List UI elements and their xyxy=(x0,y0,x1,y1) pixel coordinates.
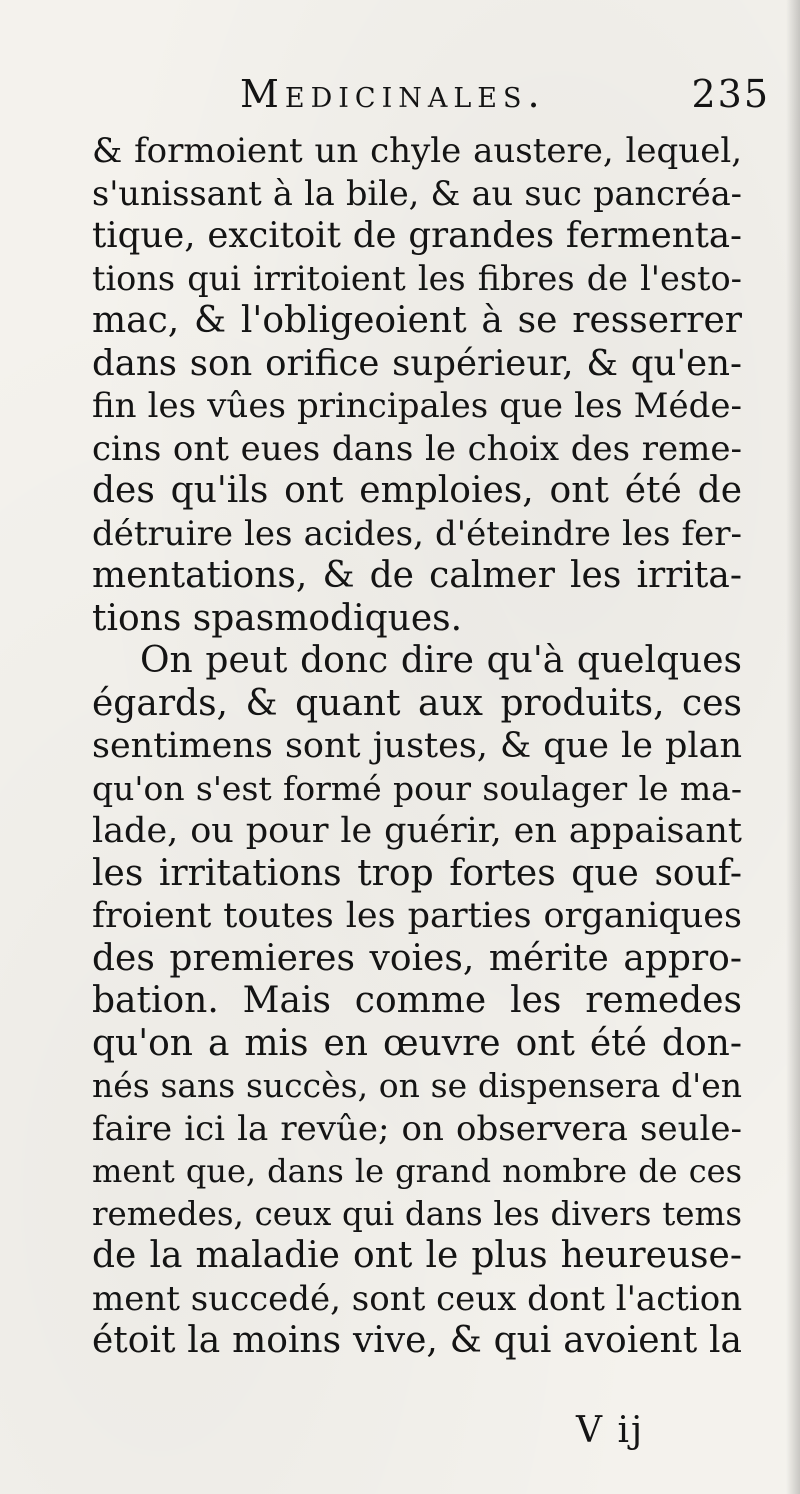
page-number: 235 xyxy=(691,72,770,116)
text-line: les irritations trop fortes que souf- xyxy=(92,852,742,894)
text-line: mac, & l'obligeoient à se resserrer xyxy=(92,300,742,341)
text-line: & formoient un chyle austere, lequel, xyxy=(92,131,742,171)
text-line: nés sans succès, on se dispensera d'en xyxy=(92,1066,742,1105)
text-line: fin les vûes principales que les Méde- xyxy=(92,386,742,426)
text-line: sentimens sont justes, & que le plan xyxy=(92,726,742,766)
text-line: des qu'ils ont emploies, ont été de xyxy=(92,470,742,511)
text-line: qu'on s'est formé pour soulager le ma- xyxy=(92,768,742,808)
text-line: des premieres voies, mérite appro- xyxy=(92,937,742,979)
paragraph-end-line: tions spasmodiques. xyxy=(92,597,463,639)
text-line: cins ont eues dans le choix des reme- xyxy=(92,428,742,469)
text-line: étoit la moins vive, & qui avoient la xyxy=(92,1320,742,1361)
body-text xyxy=(92,130,742,1363)
text-line: faire ici la revûe; on observera seule- xyxy=(92,1108,742,1149)
page-edge-shadow xyxy=(786,0,800,1494)
text-line: bation. Mais comme les remedes xyxy=(92,980,742,1021)
page-header xyxy=(240,72,770,132)
text-line: dans son orifice supérieur, & qu'en- xyxy=(92,342,742,384)
text-line: s'unissant à la bile, & au suc pancréa- xyxy=(92,173,742,213)
text-line: tions qui irritoient les fibres de l'esto- xyxy=(92,258,742,298)
text-line: lade, ou pour le guérir, en appaisant xyxy=(92,811,742,851)
text-line: mentations, & de calmer les irrita- xyxy=(92,555,742,596)
text-line: ment que, dans le grand nombre de ces xyxy=(92,1152,742,1190)
running-title: Medicinales. xyxy=(240,72,546,116)
text-line: froient toutes les parties organiques xyxy=(92,896,742,936)
text-line: remedes, ceux qui dans les divers tems xyxy=(92,1194,742,1233)
text-line: de la maladie ont le plus heureuse- xyxy=(92,1235,742,1276)
text-line: détruire les acides, d'éteindre les fer- xyxy=(92,513,742,554)
text-line: tique, excitoit de grandes fermenta- xyxy=(92,215,742,256)
signature-mark: V ij xyxy=(576,1410,645,1451)
text-line: qu'on a mis en œuvre ont été don- xyxy=(92,1022,742,1064)
text-line: ment succedé, sont ceux dont l'action xyxy=(92,1278,743,1319)
text-line: égards, & quant aux produits, ces xyxy=(92,682,742,724)
paragraph-start-line: On peut donc dire qu'à quelques xyxy=(140,640,742,681)
